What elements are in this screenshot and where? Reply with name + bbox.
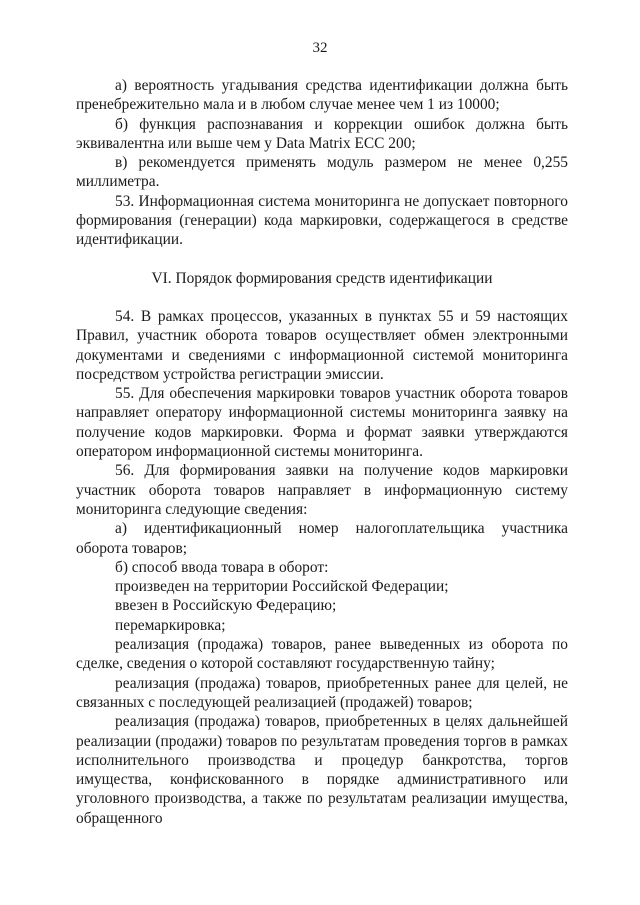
paragraph-56-a: а) идентификационный номер налогоплательщика участника оборота товаров; [76, 520, 568, 557]
paragraph-item-b: б) функция распознавания и коррекции ошибок должна быть эквивалентна или выше чем у Data Matrix ECC 200; [76, 115, 568, 152]
paragraph-53: 53. Информационная система мониторинга не допускает повторного формирования (генерации) кода маркировки, содержащегося в средстве идентификации. [76, 192, 568, 249]
section-heading: VI. Порядок формирования средств идентификации [151, 269, 493, 287]
list-item: перемаркировка; [115, 616, 226, 634]
list-item: ввезен в Российскую Федерацию; [115, 597, 337, 615]
document-body [76, 76, 568, 828]
page-number: 32 [312, 40, 328, 56]
paragraph-item-a: а) вероятность угадывания средства идентификации должна быть пренебрежительно мала и в любом случае менее чем 1 из 10000; [76, 77, 568, 114]
list-item: реализация (продажа) товаров, приобретенных ранее для целей, не связанных с последующей реализацией (продажей) товаров; [76, 674, 568, 711]
paragraph-item-v: в) рекомендуется применять модуль размером не менее 0,255 миллиметра. [76, 154, 568, 191]
list-item: произведен на территории Российской Федерации; [115, 578, 449, 596]
list-item: реализация (продажа) товаров, приобретенных в целях дальнейшей реализации (продажи) товаров по результатам проведения торгов в рамках исполнительного производства и процедур банкротства, торгов имущества, конфискованного в порядке административного или уголовного производства, а также по результатам реализации имущества, обращенного [76, 713, 568, 827]
paragraph-55: 55. Для обеспечения маркировки товаров участник оборота товаров направляет оператору информационной системы мониторинга заявку на получение кодов маркировки. Форма и формат заявки утверждаются оператором информационной системы мониторинга. [76, 385, 568, 461]
paragraph-56-b: б) способ ввода товара в оборот: [115, 558, 329, 576]
paragraph-54: 54. В рамках процессов, указанных в пунктах 55 и 59 настоящих Правил, участник оборота товаров осуществляет обмен электронными документами и сведениями с информационной системой мониторинга посредством устройства регистрации эмиссии. [76, 307, 568, 383]
list-item: реализация (продажа) товаров, ранее выведенных из оборота по сделке, сведения о которой составляют государственную тайну; [76, 636, 568, 673]
paragraph-56: 56. Для формирования заявки на получение кодов маркировки участник оборота товаров направляет в информационную систему мониторинга следующие сведения: [76, 462, 568, 518]
